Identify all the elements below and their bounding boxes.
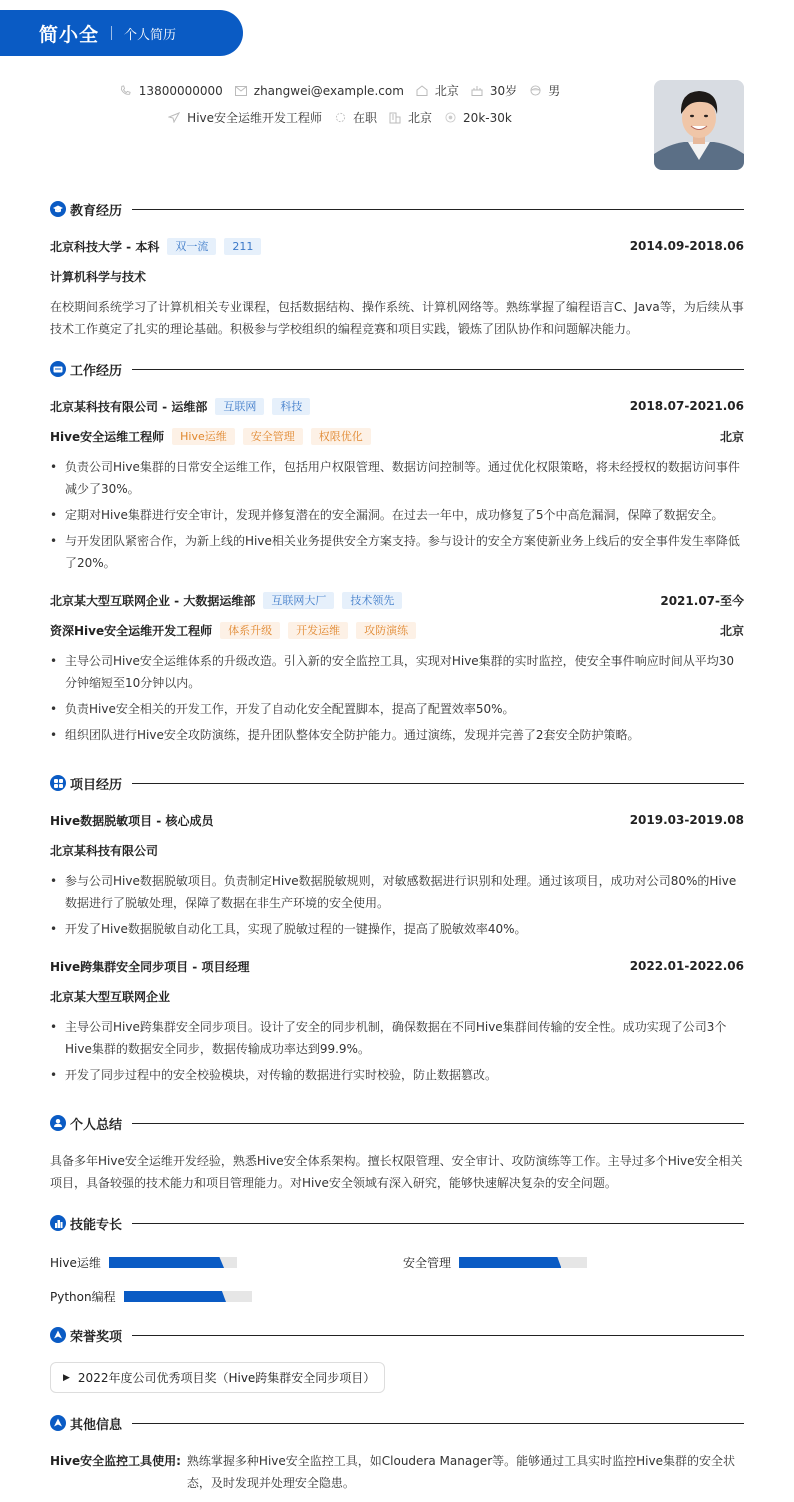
salary-icon <box>444 112 456 124</box>
contact-age: 30岁 <box>471 82 517 99</box>
work-location: 北京 <box>719 429 744 444</box>
banner-divider <box>111 26 112 40</box>
section-divider <box>132 1123 744 1124</box>
project-2-header <box>50 956 744 976</box>
home-icon <box>416 85 428 97</box>
age-icon <box>471 85 483 97</box>
skill-bar-fill <box>109 1257 224 1268</box>
grid-icon <box>50 775 66 791</box>
job-title: Hive安全运维工程师 <box>50 429 165 444</box>
contact-status: 在职 <box>334 109 377 126</box>
skill-bar-fill <box>124 1291 226 1302</box>
skill-label: Hive运维 <box>50 1256 101 1270</box>
company-tag: 技术领先 <box>342 592 402 609</box>
project-date: 2019.03-2019.08 <box>629 813 744 827</box>
skill-item <box>50 1288 252 1305</box>
award-item[interactable] <box>50 1362 385 1393</box>
school-tag: 211 <box>224 238 261 255</box>
graduation-cap-icon <box>50 201 66 217</box>
company-tag: 互联网大厂 <box>263 592 334 609</box>
work-location: 北京 <box>719 623 744 638</box>
project-bullet: • 开发了Hive数据脱敏自动化工具，实现了脱敏过程的一键操作，提高了脱敏效率40%。 <box>50 918 744 940</box>
work-bullet: • 定期对Hive集群进行安全审计，发现并修复潜在的安全漏洞。在过去一年中，成功修复了5个中高危漏洞，保障了数据安全。 <box>50 504 744 526</box>
section-awards: 荣誉奖项 <box>50 1325 744 1345</box>
work-date: 2021.07-至今 <box>660 593 744 608</box>
section-divider <box>132 1223 744 1224</box>
section-skills: 技能专长 <box>50 1213 744 1233</box>
job-tag: Hive运维 <box>172 428 235 445</box>
education-description: 在校期间系统学习了计算机相关专业课程，包括数据结构、操作系统、计算机网络等。熟练掌握了编程语言C、Java等，为后续从事技术工作奠定了扎实的理论基础。积极参与学校组织的编程竞赛和项目实践，锻炼了团队协作和问题解决能力。 <box>50 300 744 336</box>
school-name: 北京科技大学 - 本科 <box>50 239 160 254</box>
section-divider <box>132 1423 744 1424</box>
school-tag: 双一流 <box>167 238 216 255</box>
company-name: 北京某科技有限公司 - 运维部 <box>50 399 208 414</box>
award-icon <box>50 1327 66 1343</box>
section-divider <box>132 783 744 784</box>
section-summary: 个人总结 <box>50 1113 744 1133</box>
contact-work-city: 北京 <box>389 109 432 126</box>
contact-row-1 <box>0 82 680 99</box>
job-tag: 体系升级 <box>220 622 280 639</box>
project-date: 2022.01-2022.06 <box>629 959 744 973</box>
job-tag: 攻防演练 <box>356 622 416 639</box>
education-major-row <box>50 266 744 286</box>
skill-bar <box>109 1257 237 1268</box>
work-bullet: • 主导公司Hive安全运维体系的升级改造。引入新的安全监控工具，实现对Hive集群的实时监控，使安全事件响应时间从平均30分钟缩短至10分钟以内。 <box>50 650 744 694</box>
section-divider <box>132 1335 744 1336</box>
job-tag: 安全管理 <box>243 428 303 445</box>
company-name: 北京某大型互联网企业 - 大数据运维部 <box>50 593 256 608</box>
phone-icon <box>120 85 132 97</box>
skill-label: 安全管理 <box>403 1256 452 1270</box>
project-name: Hive跨集群安全同步项目 - 项目经理 <box>50 959 250 974</box>
header-banner <box>0 10 243 56</box>
contact-phone: 13800000000 <box>120 84 223 98</box>
section-work: 工作经历 <box>50 359 744 379</box>
building-icon <box>389 112 401 124</box>
work-bullet: • 负责公司Hive集群的日常安全运维工作，包括用户权限管理、数据访问控制等。通过优化权限策略，将未经授权的数据访问事件减少了30%。 <box>50 456 744 500</box>
work-date: 2018.07-2021.06 <box>629 399 744 413</box>
work-2-header <box>50 590 744 610</box>
contact-salary: 20k-30k <box>444 111 512 125</box>
contact-gender: 男 <box>529 82 560 99</box>
education-header <box>50 236 744 256</box>
work-1-header <box>50 396 744 416</box>
section-projects: 项目经历 <box>50 773 744 793</box>
project-1-header <box>50 810 744 830</box>
section-education: 教育经历 <box>50 199 744 219</box>
info-star-icon <box>50 1415 66 1431</box>
work-1-title-row <box>50 426 744 446</box>
job-title: 资深Hive安全运维开发工程师 <box>50 623 213 638</box>
project-org: 北京某科技有限公司 <box>50 843 159 858</box>
mail-icon <box>235 85 247 97</box>
skill-bar <box>124 1291 252 1302</box>
skill-label: Python编程 <box>50 1290 116 1304</box>
skill-bar <box>459 1257 587 1268</box>
contact-row-2 <box>0 109 680 126</box>
work-2-title-row <box>50 620 744 640</box>
gender-icon <box>529 85 541 97</box>
project-name: Hive数据脱敏项目 - 核心成员 <box>50 813 214 828</box>
project-bullet: • 参与公司Hive数据脱敏项目。负责制定Hive数据脱敏规则，对敏感数据进行识别和处理。通过该项目，成功对公司80%的Hive数据进行了脱敏处理，保障了数据在非生产环境的安全使用。 <box>50 870 744 914</box>
resume-subtitle: 个人简历 <box>124 27 177 43</box>
summary-text: 具备多年Hive安全运维开发经验，熟悉Hive安全体系架构。擅长权限管理、安全审计、攻防演练等工作。主导过多个Hive安全相关项目，具备较强的技术能力和项目管理能力。对Hive安全领域有深入研究，能够快速解决复杂的安全问题。 <box>50 1154 743 1190</box>
project-1-org-row <box>50 840 744 860</box>
major: 计算机科学与技术 <box>50 269 147 284</box>
project-bullet: • 开发了同步过程中的安全校验模块，对传输的数据进行实时校验，防止数据篡改。 <box>50 1064 744 1086</box>
other-info-value: 熟练掌握多种Hive安全监控工具，如Cloudera Manager等。能够通过工具实时监控Hive集群的安全状态，及时发现并处理安全隐患。 <box>186 1454 735 1490</box>
skill-bar-fill <box>459 1257 561 1268</box>
project-org: 北京某大型互联网企业 <box>50 989 171 1004</box>
contact-email: zhangwei@example.com <box>235 84 404 98</box>
company-tag: 科技 <box>272 398 310 415</box>
status-icon <box>334 112 346 124</box>
contact-position: Hive安全运维开发工程师 <box>168 109 322 126</box>
education-date: 2014.09-2018.06 <box>629 239 744 253</box>
work-bullet: • 组织团队进行Hive安全攻防演练，提升团队整体安全防护能力。通过演练，发现并完善了2套安全防护策略。 <box>50 724 744 746</box>
briefcase-icon <box>50 361 66 377</box>
other-info-label: Hive安全监控工具使用: <box>50 1454 181 1468</box>
work-bullet: • 与开发团队紧密合作，为新上线的Hive相关业务提供安全方案支持。参与设计的安全方案使新业务上线后的安全事件发生率降低了20%。 <box>50 530 744 574</box>
send-icon <box>168 112 180 124</box>
caret-right-icon: ▶ <box>63 1372 70 1383</box>
candidate-name: 简小全 <box>39 23 100 46</box>
project-2-org-row <box>50 986 744 1006</box>
section-divider <box>132 369 744 370</box>
project-bullet: • 主导公司Hive跨集群安全同步项目。设计了安全的同步机制，确保数据在不同Hive集群间传输的安全性。成功实现了公司3个Hive集群的数据安全同步，数据传输成功率达到99.9%。 <box>50 1016 744 1060</box>
contact-city: 北京 <box>416 82 459 99</box>
section-other: 其他信息 <box>50 1413 744 1433</box>
award-text: 2022年度公司优秀项目奖（Hive跨集群安全同步项目） <box>77 1371 376 1385</box>
skill-item <box>50 1254 237 1271</box>
bar-chart-icon <box>50 1215 66 1231</box>
job-tag: 权限优化 <box>311 428 371 445</box>
job-tag: 开发运维 <box>288 622 348 639</box>
profile-photo <box>654 80 744 170</box>
other-info-item <box>50 1450 744 1494</box>
skill-item <box>403 1254 587 1271</box>
section-divider <box>132 209 744 210</box>
user-icon <box>50 1115 66 1131</box>
company-tag: 互联网 <box>215 398 264 415</box>
work-bullet: • 负责Hive安全相关的开发工作，开发了自动化安全配置脚本，提高了配置效率50%。 <box>50 698 744 720</box>
